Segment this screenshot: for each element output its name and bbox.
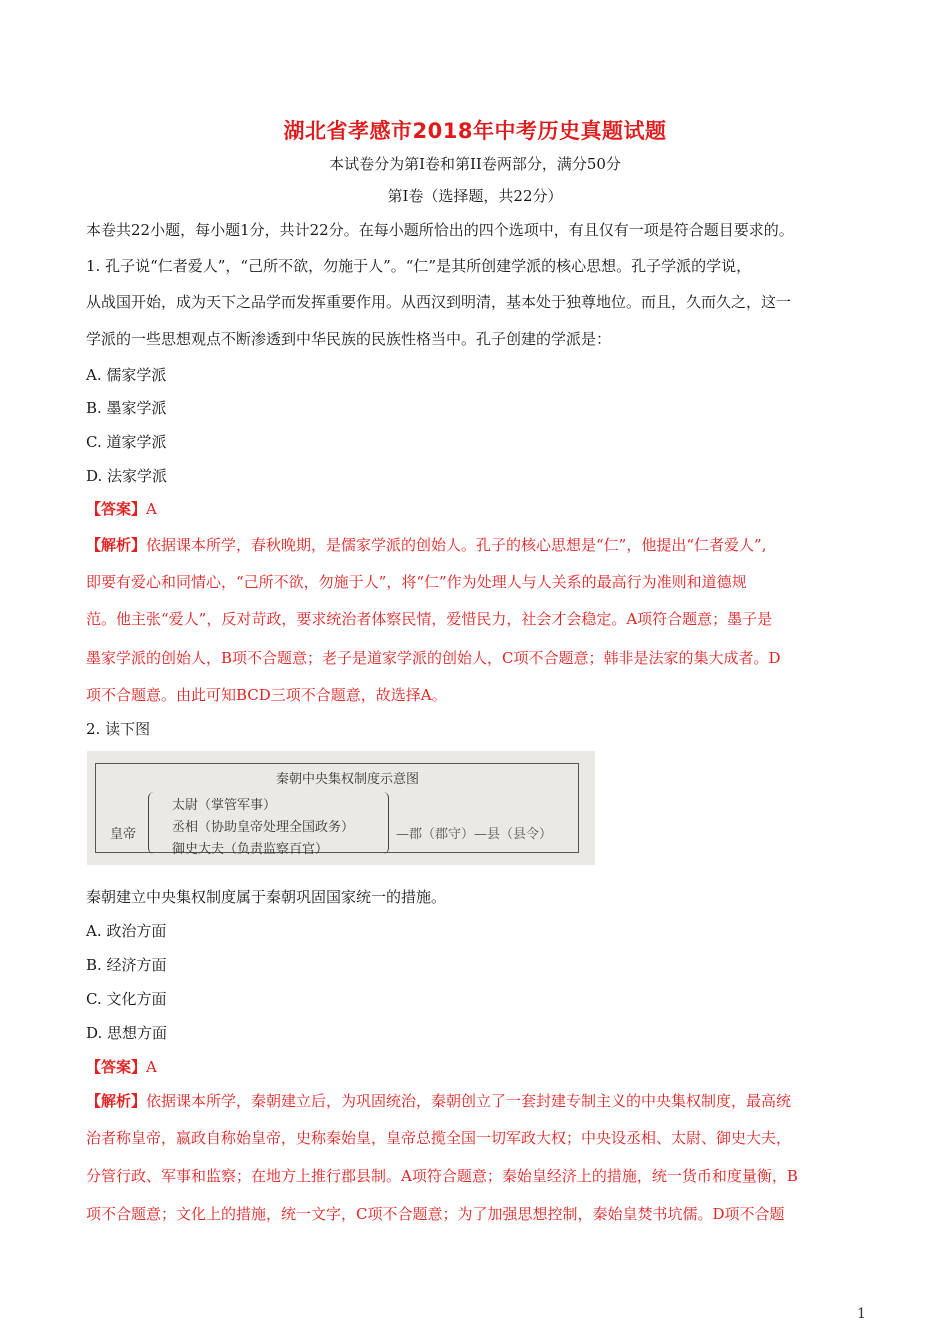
- q2-question: 秦朝建立中央集权制度属于秦朝巩固国家统一的措施。: [86, 888, 447, 906]
- diagram-official: 丞相（协助皇帝处理全国政务）: [172, 820, 355, 835]
- analysis-tag: 【解析】: [86, 536, 147, 554]
- q2-option-a: A. 政治方面: [86, 922, 167, 940]
- right-brace: [378, 792, 389, 854]
- q1-analysis-line: 范。他主张“爱人”，反对苛政，要求统治者体察民情，爱惜民力，社会才会稳定。A项符合题意；墨子是: [86, 610, 773, 628]
- q2-option-d: D. 思想方面: [86, 1024, 168, 1042]
- q2-analysis-line: 分管行政、军事和监察；在地方上推行郡县制。A项符合题意；秦始皇经济上的措施，统一货币和度量衡，B: [86, 1167, 798, 1185]
- q2-analysis-line: [86, 1091, 876, 1111]
- page-number: 1: [857, 1306, 866, 1322]
- exam-subtitle: 本试卷分为第I卷和第II卷两部分，满分50分: [329, 155, 621, 173]
- analysis-tag: 【解析】: [86, 1092, 147, 1110]
- q1-stem-line: 从战国开始，成为天下之品学而发挥重要作用。从西汉到明清，基本处于独尊地位。而且，久而久之，这一: [86, 293, 792, 311]
- q2-analysis-line: 治者称皇帝，嬴政自称始皇帝，史称秦始皇，皇帝总揽全国一切军政大权；中央设丞相、太尉、御史大夫，: [86, 1129, 792, 1147]
- q2-option-b: B. 经济方面: [86, 956, 167, 974]
- q2-analysis-line: 项不合题意；文化上的措施，统一文字，C项不合题意；为了加强思想控制，秦始皇焚书坑儒。D项不合题: [86, 1205, 785, 1223]
- q1-analysis-line: 项不合题意。由此可知BCD三项不合题意，故选择A。: [86, 686, 447, 704]
- instructions: 本卷共22小题，每小题1分，共计22分。在每小题所恰出的四个选项中，有且仅有一项是符合题目要求的。: [86, 221, 794, 239]
- q2-answer: [86, 1057, 876, 1077]
- analysis-text: 依据课本所学，春秋晚期，是儒家学派的创始人。孔子的核心思想是“仁”，他提出“仁者爱人”,: [146, 536, 767, 554]
- diagram-official: 太尉（掌管军事）: [172, 798, 277, 813]
- q2-stem: 2. 读下图: [86, 720, 151, 738]
- q1-answer: [86, 499, 876, 519]
- q2-option-c: C. 文化方面: [86, 990, 167, 1008]
- section-heading: 第I卷（选择题，共22分）: [387, 187, 563, 205]
- exam-title: 湖北省孝感市2018年中考历史真题试题: [283, 119, 667, 143]
- qin-system-diagram: [87, 751, 595, 865]
- diagram-official: 御史大夫（负责监察百官）: [172, 842, 329, 857]
- answer-value: A: [146, 500, 157, 518]
- q1-analysis-line: [86, 535, 876, 555]
- diagram-emperor: 皇帝: [110, 827, 137, 842]
- q1-stem-line: 学派的一些思想观点不断渗透到中华民族的民族性格当中。孔子创建的学派是：: [86, 330, 612, 348]
- answer-tag: 【答案】: [86, 500, 147, 518]
- q1-analysis-line: 即要有爱心和同情心，“己所不欲，勿施于人”，将“仁”作为处理人与人关系的最高行为准则和道德规: [86, 573, 747, 591]
- q1-stem-line: 1. 孔子说“仁者爱人”，“己所不欲，勿施于人”。“仁”是其所创建学派的核心思想。孔子学派的学说，: [86, 257, 752, 275]
- analysis-text: 依据课本所学，秦朝建立后，为巩固统治，秦朝创立了一套封建专制主义的中央集权制度，最高统: [146, 1092, 792, 1110]
- diagram-title: 秦朝中央集权制度示意图: [276, 772, 420, 787]
- q1-option-c: C. 道家学派: [86, 433, 167, 451]
- diagram-frame: [95, 763, 579, 857]
- q1-option-b: B. 墨家学派: [86, 399, 167, 417]
- q1-option-d: D. 法家学派: [86, 467, 168, 485]
- answer-value: A: [146, 1058, 157, 1076]
- q1-analysis-line: 墨家学派的创始人，B项不合题意；老子是道家学派的创始人，C项不合题意；韩非是法家的集大成者。D: [86, 649, 781, 667]
- left-brace: [148, 792, 159, 854]
- diagram-local-chain: —郡（郡守）—县（县令）: [396, 827, 553, 842]
- answer-tag: 【答案】: [86, 1058, 147, 1076]
- q1-option-a: A. 儒家学派: [86, 366, 167, 384]
